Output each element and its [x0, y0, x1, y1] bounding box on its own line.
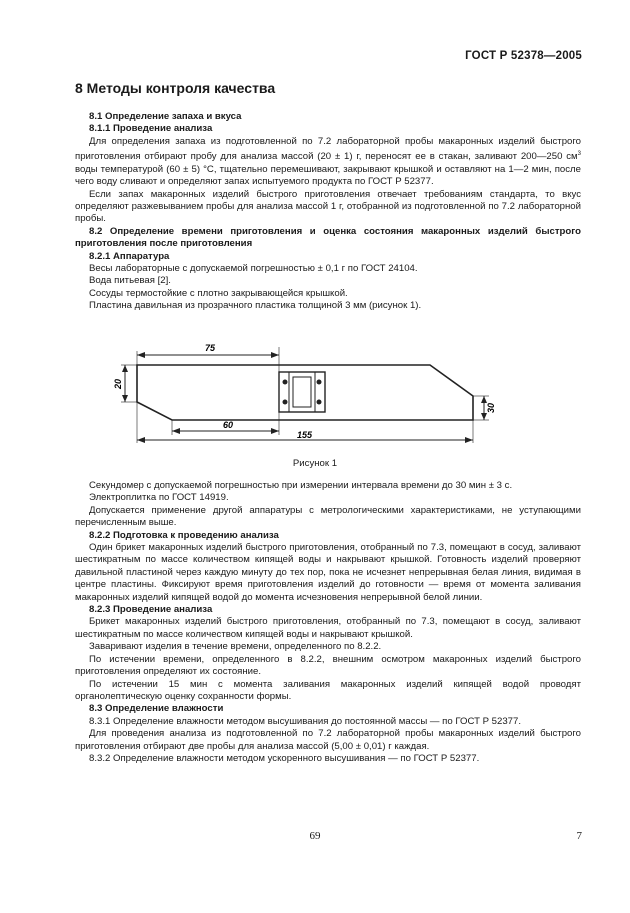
paragraph-analysis-4: По истечении 15 мин с момента заливания макаронных изделий кипящей водой проводят органолептическую оценку сохранности формы. [75, 678, 581, 702]
paragraph-taste: Если запах макаронных изделий быстрого приготовления отвечает требованиям стандарта, то вкус определяют разжевыванием пробы для анализа массой 1 г, отобранной из подготовленной по 7.2 лабораторной пробы. [75, 188, 581, 225]
apparatus-item: Вода питьевая [2]. [89, 275, 171, 287]
paragraph-analysis-2: Заваривают изделия в течение времени, определенного по 8.2.2. [89, 641, 382, 653]
page-number: 69 [309, 830, 321, 842]
heading-8-1: 8.1 Определение запаха и вкуса [89, 111, 242, 122]
apparatus-item: Секундомер с допускаемой погрешностью при измерении интервала времени до 30 мин ± 3 с. [89, 480, 513, 491]
dim-label-top: 75 [205, 343, 216, 353]
dim-label-bottom: 60 [223, 420, 234, 430]
body-text-upper [75, 111, 581, 313]
heading-8-1-1: 8.1.1 Проведение анализа [89, 123, 213, 135]
paragraph-8-3-1: 8.3.1 Определение влажности методом высушивания до постоянной массы — по ГОСТ Р 52377. [89, 715, 522, 727]
paragraph-analysis-1: Брикет макаронных изделий быстрого приготовления, отобранный по 7.3, помещают в сосуд, заливают шестикратным по массе количеством кипящей воды и накрывают крышкой. [75, 616, 581, 640]
paragraph-analysis-3: По истечении времени, определенного в 8.2.2, внешним осмотром макаронных изделий быстрого приготовления определяют их состояние. [75, 653, 581, 678]
corner-page-number: 7 [576, 830, 582, 842]
heading-8-2-1: 8.2.1 Аппаратура [89, 250, 170, 262]
paragraph-preparation: Один брикет макаронных изделий быстрого приготовления, отобранный по 7.3, помещают в сосуд, заливают шестикратным по массе количеством кипящей воды и накрывают крышкой. Готовность изделий проверяют давильной пластиной через каждую минуту до тех пор, пока не исчезнет непрерывная белая линия, видимая в центре пластины. Фиксируют время приготовления изделий до готовности — время от момента заливания макаронных изделий кипящей водой до момента исчезновения непрерывной белой линии. [75, 542, 581, 603]
heading-8-2: 8.2 Определение времени приготовления и оценка состояния макаронных изделий быстрого приготовления после приготовления [75, 225, 581, 250]
paragraph-8-3-2: 8.3.2 Определение влажности методом ускоренного высушивания — по ГОСТ Р 52377. [89, 752, 480, 764]
paragraph-8-3-1-detail: Для проведения анализа из подготовленной по 7.2 лабораторной пробы макаронных изделий быстрого приготовления отбирают две пробы для анализа массой (5,00 ± 0,01) г каждая. [75, 728, 581, 752]
body-text-lower [75, 480, 581, 765]
dim-label-total: 155 [297, 430, 313, 440]
dim-label-left: 20 [113, 378, 123, 390]
dim-label-right: 30 [486, 402, 496, 414]
figure-caption: Рисунок 1 [292, 458, 338, 469]
heading-8-2-3: 8.2.3 Проведение анализа [89, 604, 213, 616]
apparatus-item: Пластина давильная из прозрачного пластика толщиной 3 мм (рисунок 1). [89, 300, 422, 312]
figure-1-plate-drawing [75, 339, 581, 444]
section-title: 8 Методы контроля качества [75, 80, 276, 96]
apparatus-note: Допускается применение другой аппаратуры с метрологическими характеристиками, не уступающими перечисленным выше. [75, 504, 581, 529]
standard-header: ГОСТ Р 52378—2005 [465, 50, 582, 62]
apparatus-item: Сосуды термостойкие с плотно закрывающейся крышкой. [89, 287, 348, 299]
apparatus-item: Весы лабораторные с допускаемой погрешностью ± 0,1 г по ГОСТ 24104. [89, 263, 418, 275]
paragraph-smell: Для определения запаха из подготовленной по 7.2 лабораторной пробы макаронных изделий быстрого приготовления отбирают пробу для анализа массой (20 ± 1) г, переносят ее в стакан, заливают 200—250 $см^3$ воды температурой (60 ± 5) °С, тщательно перемешивают, закрывают крышкой и оставляют на 1—2 мин, после чего воду сливают и определяют запах испытуемого продукта по ГОСТ Р 52377. [75, 135, 581, 188]
apparatus-item: Электроплитка по ГОСТ 14919. [89, 492, 229, 504]
heading-8-3: 8.3 Определение влажности [89, 703, 224, 715]
heading-8-2-2: 8.2.2 Подготовка к проведению анализа [89, 529, 279, 541]
